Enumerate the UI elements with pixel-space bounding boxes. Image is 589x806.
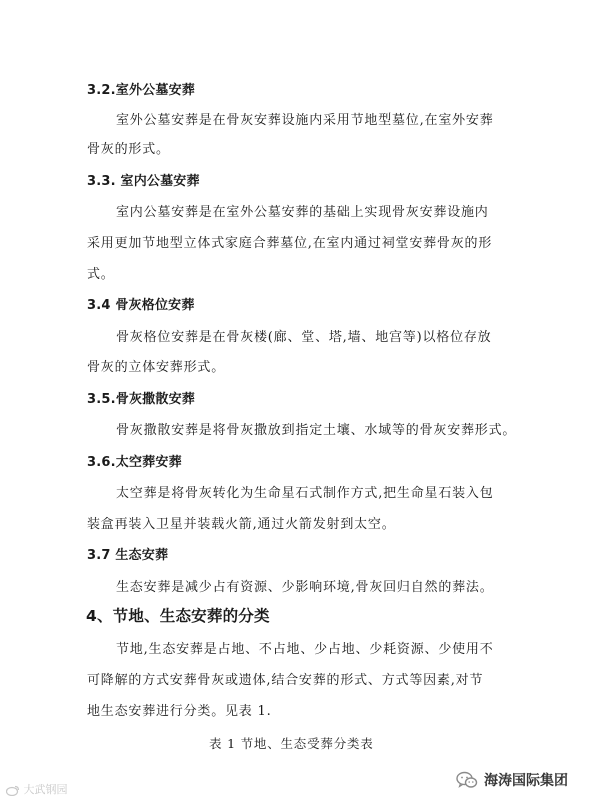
paragraph-line: 节地,生态安葬是占地、不占地、少占地、少耗资源、少使用不 <box>116 642 494 657</box>
watermark-right-text: 海涛国际集团 <box>484 773 568 789</box>
section-heading-3-7: 3.7 生态安葬 <box>87 548 169 563</box>
wechat-logo-icon <box>456 771 478 789</box>
section-heading-3-5: 3.5.骨灰撒散安葬 <box>87 392 195 407</box>
section-heading-3-6: 3.6.太空葬安葬 <box>87 455 182 470</box>
paragraph-line: 采用更加节地型立体式家庭合葬墓位,在室内通过祠堂安葬骨灰的形 <box>87 236 493 251</box>
section-heading-3-4: 3.4 骨灰格位安葬 <box>87 298 195 313</box>
watermark-right <box>456 770 568 790</box>
paragraph-line: 可降解的方式安葬骨灰或遗体,结合安葬的形式、方式等因素,对节 <box>87 673 484 688</box>
paragraph-line: 骨灰的形式。 <box>87 142 170 157</box>
weibo-logo-icon <box>6 785 20 796</box>
paragraph-line: 生态安葬是减少占有资源、少影响环境,骨灰回归自然的葬法。 <box>116 580 494 595</box>
paragraph-line: 装盒再装入卫星并装载火箭,通过火箭发射到太空。 <box>87 517 396 532</box>
section-heading-3-3: 3.3. 室内公墓安葬 <box>87 174 200 189</box>
table-caption: 表 1 节地、生态受葬分类表 <box>209 736 374 751</box>
section-heading-4: 4、节地、生态安葬的分类 <box>86 607 270 625</box>
paragraph-line: 骨灰的立体安葬形式。 <box>87 360 226 375</box>
paragraph-line: 室外公墓安葬是在骨灰安葬设施内采用节地型墓位,在室外安葬 <box>116 113 494 128</box>
paragraph-line: 地生态安葬进行分类。见表 1. <box>87 704 272 719</box>
watermark-left-text: 大武钢园 <box>23 783 68 796</box>
section-heading-3-2: 3.2.室外公墓安葬 <box>87 83 195 98</box>
paragraph-line: 室内公墓安葬是在室外公墓安葬的基础上实现骨灰安葬设施内 <box>116 205 489 220</box>
paragraph-line: 骨灰格位安葬是在骨灰楼(廊、堂、塔,墙、地宫等)以格位存放 <box>116 330 492 345</box>
watermark-left <box>6 781 68 797</box>
paragraph-line: 太空葬是将骨灰转化为生命星石式制作方式,把生命星石装入包 <box>116 486 494 501</box>
paragraph-line: 骨灰撒散安葬是将骨灰撒放到指定土壤、水域等的骨灰安葬形式。 <box>116 423 517 438</box>
paragraph-line: 式。 <box>87 267 115 282</box>
